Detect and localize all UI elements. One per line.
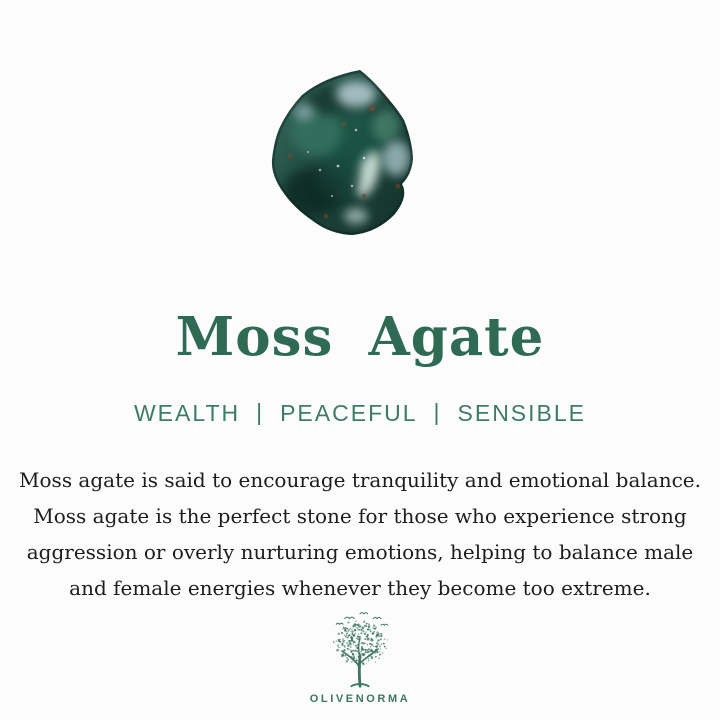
description-line: and female energies whenever they become too extreme. <box>69 576 651 600</box>
separator-bar: | <box>256 399 265 425</box>
description-line: Moss agate is the perfect stone for those who experience strong <box>33 504 687 528</box>
tree-with-birds-icon <box>320 610 400 690</box>
brand-name: OLIVENORMA <box>309 693 411 705</box>
keyword-strip <box>0 398 720 428</box>
moss-agate-stone-image <box>268 66 418 238</box>
keyword-peaceful: PEACEFUL <box>280 400 418 426</box>
moss-agate-stone-graphic <box>268 66 418 238</box>
description-line: Moss agate is said to encourage tranquility and emotional balance. <box>19 468 701 492</box>
keyword-sensible: SENSIBLE <box>457 400 587 426</box>
bird-icons <box>336 613 388 626</box>
description-line: aggression or overly nurturing emotions, helping to balance male <box>26 540 694 564</box>
brand-logo <box>0 610 720 706</box>
separator-bar: | <box>433 399 442 425</box>
page-title: Moss Agate <box>175 306 545 368</box>
description-paragraph <box>0 462 720 606</box>
keyword-wealth: WEALTH <box>133 400 241 426</box>
